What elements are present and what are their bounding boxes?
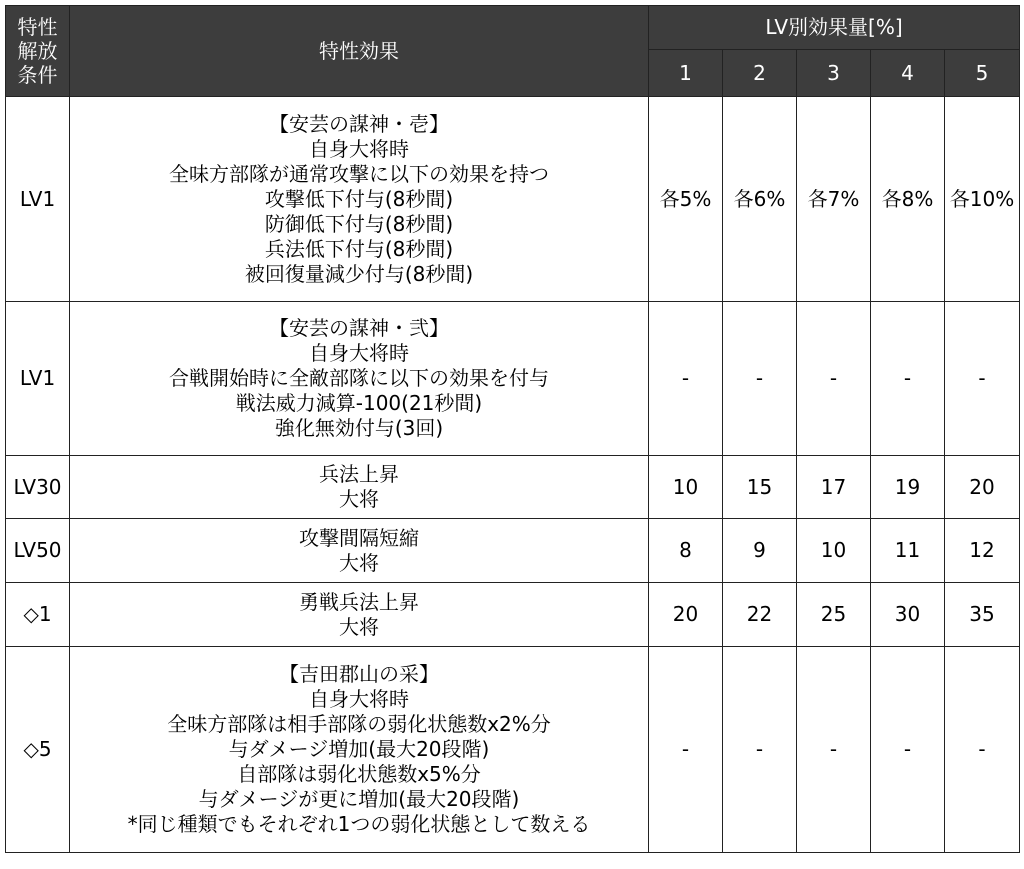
- header-level-4: 4: [871, 50, 945, 97]
- level-3-value: 各7%: [797, 97, 871, 302]
- effect-line: 自身大将時: [309, 687, 409, 711]
- effect-cell: [70, 302, 649, 456]
- header-level-1: 1: [649, 50, 723, 97]
- effect-line: 自身大将時: [309, 341, 409, 365]
- effect-line: 合戦開始時に全敵部隊に以下の効果を付与: [169, 366, 549, 390]
- effect-line: 兵法上昇: [319, 462, 399, 486]
- level-1-value: 8: [649, 519, 723, 583]
- table-row: [6, 97, 1020, 302]
- level-1-value: 10: [649, 456, 723, 519]
- table-row: [6, 647, 1020, 853]
- effect-line: 【安芸の謀神・弐】: [269, 316, 449, 340]
- level-4-value: 各8%: [871, 97, 945, 302]
- level-2-value: 各6%: [723, 97, 797, 302]
- effect-cell: [70, 647, 649, 853]
- header-condition: [6, 6, 70, 97]
- effect-line: 【安芸の謀神・壱】: [269, 111, 449, 136]
- level-2-value: 22: [723, 583, 797, 647]
- level-1-value: -: [649, 647, 723, 853]
- header-condition-line: 特性: [17, 15, 58, 39]
- table-row: [6, 302, 1020, 456]
- level-1-value: 各5%: [649, 97, 723, 302]
- level-3-value: 10: [797, 519, 871, 583]
- header-levels: LV別効果量[%]: [649, 6, 1020, 50]
- level-4-value: -: [871, 302, 945, 456]
- effect-line: 強化無効付与(3回): [274, 416, 444, 440]
- effect-line: 戦法威力減算-100(21秒間): [235, 391, 483, 415]
- level-2-value: -: [723, 647, 797, 853]
- level-3-value: 25: [797, 583, 871, 647]
- header-effect: 特性効果: [70, 6, 649, 97]
- level-5-value: -: [945, 647, 1020, 853]
- effect-line: 攻撃低下付与(8秒間): [264, 186, 454, 211]
- header-level-5: 5: [945, 50, 1020, 97]
- table-row: [6, 583, 1020, 647]
- effect-line: 自部隊は弱化状態数x5%分: [237, 762, 481, 786]
- level-4-value: 19: [871, 456, 945, 519]
- level-4-value: -: [871, 647, 945, 853]
- header-condition-line: 条件: [17, 63, 58, 87]
- effect-line: 兵法低下付与(8秒間): [264, 236, 454, 261]
- condition-cell: LV50: [6, 519, 70, 583]
- table-body: [6, 97, 1020, 853]
- level-4-value: 11: [871, 519, 945, 583]
- effect-line: 全味方部隊が通常攻撃に以下の効果を持つ: [169, 161, 549, 186]
- effect-line: 大将: [339, 614, 379, 639]
- level-3-value: 17: [797, 456, 871, 519]
- level-2-value: 15: [723, 456, 797, 519]
- level-3-value: -: [797, 647, 871, 853]
- level-5-value: 35: [945, 583, 1020, 647]
- effect-line: 被回復量減少付与(8秒間): [244, 261, 474, 286]
- level-5-value: 各10%: [945, 97, 1020, 302]
- condition-cell: LV1: [6, 97, 70, 302]
- effect-cell: [70, 583, 649, 647]
- header-condition-line: 解放: [17, 39, 58, 63]
- level-1-value: -: [649, 302, 723, 456]
- condition-cell: LV30: [6, 456, 70, 519]
- effect-line: 与ダメージ増加(最大20段階): [228, 737, 490, 761]
- level-1-value: 20: [649, 583, 723, 647]
- level-4-value: 30: [871, 583, 945, 647]
- effect-line: *同じ種類でもそれぞれ1つの弱化状態として数える: [127, 812, 591, 836]
- level-5-value: -: [945, 302, 1020, 456]
- condition-cell: ◇1: [6, 583, 70, 647]
- level-5-value: 12: [945, 519, 1020, 583]
- effect-cell: [70, 519, 649, 583]
- condition-cell: LV1: [6, 302, 70, 456]
- level-2-value: 9: [723, 519, 797, 583]
- effect-line: 与ダメージが更に増加(最大20段階): [198, 787, 520, 811]
- effect-cell: [70, 97, 649, 302]
- effect-line: 防御低下付与(8秒間): [264, 211, 454, 236]
- table-row: [6, 519, 1020, 583]
- header-level-3: 3: [797, 50, 871, 97]
- header-level-2: 2: [723, 50, 797, 97]
- level-2-value: -: [723, 302, 797, 456]
- effect-line: 【吉田郡山の采】: [279, 662, 439, 686]
- effect-line: 大将: [339, 487, 379, 511]
- effect-cell: [70, 456, 649, 519]
- effect-line: 全味方部隊は相手部隊の弱化状態数x2%分: [167, 712, 551, 736]
- level-5-value: 20: [945, 456, 1020, 519]
- level-3-value: -: [797, 302, 871, 456]
- condition-cell: ◇5: [6, 647, 70, 853]
- effect-line: 勇戦兵法上昇: [299, 589, 419, 614]
- effect-line: 攻撃間隔短縮: [299, 525, 419, 550]
- effect-line: 大将: [339, 550, 379, 575]
- trait-table: [5, 5, 1020, 853]
- effect-line: 自身大将時: [309, 136, 409, 161]
- table-row: [6, 456, 1020, 519]
